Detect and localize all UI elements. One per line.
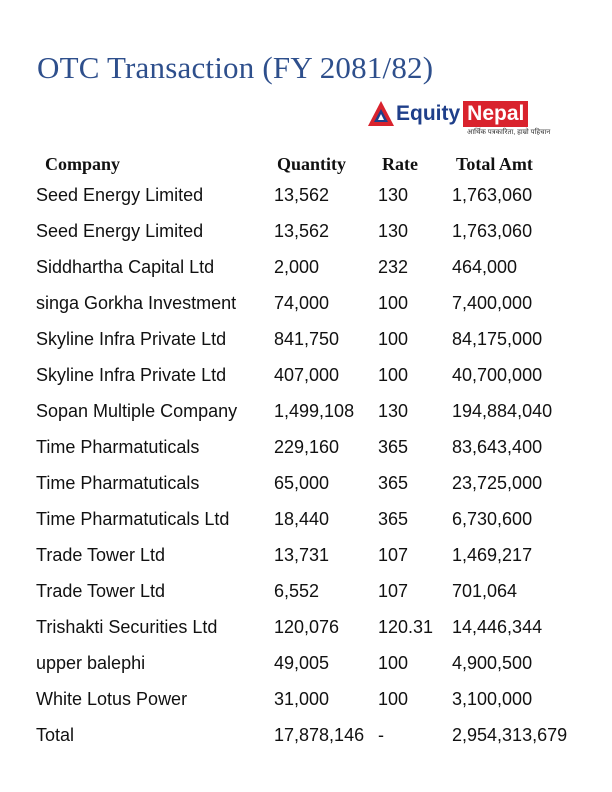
cell-quantity: 13,562 xyxy=(274,185,330,205)
equity-nepal-logo xyxy=(367,98,577,140)
table-header xyxy=(0,154,612,178)
cell-company: Time Pharmatuticals Ltd xyxy=(36,509,230,529)
cell-quantity: 65,000 xyxy=(274,473,330,493)
table-row xyxy=(0,466,612,502)
cell-rate: 130 xyxy=(378,185,409,205)
cell-rate: 365 xyxy=(378,509,409,529)
table-row xyxy=(0,646,612,682)
cell-company: Sopan Multiple Company xyxy=(36,401,238,421)
cell-quantity: 13,731 xyxy=(274,545,330,565)
table-row xyxy=(0,358,612,394)
cell-rate: 100 xyxy=(378,689,409,709)
cell-company: Siddhartha Capital Ltd xyxy=(36,257,215,277)
cell-rate: 120.31 xyxy=(378,617,434,637)
table-body xyxy=(0,178,612,718)
cell-company: singa Gorkha Investment xyxy=(36,293,237,313)
table-row xyxy=(0,682,612,718)
cell-total: 1,469,217 xyxy=(452,545,533,565)
cell-rate: 130 xyxy=(378,221,409,241)
cell-total: 40,700,000 xyxy=(452,365,543,385)
total-label: Total xyxy=(36,725,75,745)
table-row xyxy=(0,502,612,538)
cell-total: 1,763,060 xyxy=(452,221,533,241)
cell-company: Time Pharmatuticals xyxy=(36,473,200,493)
cell-total: 6,730,600 xyxy=(452,509,533,529)
cell-quantity: 2,000 xyxy=(274,257,320,277)
table-row xyxy=(0,394,612,430)
table-row xyxy=(0,322,612,358)
cell-total: 23,725,000 xyxy=(452,473,543,493)
cell-company: White Lotus Power xyxy=(36,689,188,709)
cell-quantity: 49,005 xyxy=(274,653,330,673)
cell-rate: 100 xyxy=(378,653,409,673)
cell-rate: 130 xyxy=(378,401,409,421)
logo-tagline: आर्थिक पत्रकारिता, हाम्रो पहिचान xyxy=(467,129,551,136)
cell-company: Time Pharmatuticals xyxy=(36,437,200,457)
total-row xyxy=(0,718,612,754)
table-row xyxy=(0,430,612,466)
cell-company: Trade Tower Ltd xyxy=(36,581,166,601)
cell-quantity: 6,552 xyxy=(274,581,320,601)
cell-company: Skyline Infra Private Ltd xyxy=(36,365,227,385)
cell-rate: 100 xyxy=(378,329,409,349)
cell-total: 84,175,000 xyxy=(452,329,543,349)
table-row xyxy=(0,538,612,574)
total-rate: - xyxy=(378,725,384,745)
total-quantity: 17,878,146 xyxy=(274,725,365,745)
cell-company: Trade Tower Ltd xyxy=(36,545,166,565)
cell-total: 701,064 xyxy=(452,581,518,601)
table-row xyxy=(0,250,612,286)
header-company: Company xyxy=(45,154,121,174)
logo-word-nepal: Nepal xyxy=(463,101,528,127)
table-row xyxy=(0,214,612,250)
cell-quantity: 18,440 xyxy=(274,509,330,529)
header-quantity: Quantity xyxy=(277,154,347,174)
cell-total: 14,446,344 xyxy=(452,617,543,637)
cell-quantity: 229,160 xyxy=(274,437,340,457)
cell-rate: 365 xyxy=(378,473,409,493)
cell-quantity: 1,499,108 xyxy=(274,401,355,421)
cell-quantity: 120,076 xyxy=(274,617,340,637)
cell-company: Skyline Infra Private Ltd xyxy=(36,329,227,349)
cell-company: Seed Energy Limited xyxy=(36,221,204,241)
total-amount: 2,954,313,679 xyxy=(452,725,568,745)
cell-rate: 107 xyxy=(378,581,409,601)
cell-total: 83,643,400 xyxy=(452,437,543,457)
cell-company: Seed Energy Limited xyxy=(36,185,204,205)
cell-total: 464,000 xyxy=(452,257,518,277)
logo-wordmark xyxy=(395,101,528,127)
table-row xyxy=(0,286,612,322)
logo-mark-icon xyxy=(367,100,395,128)
cell-company: upper balephi xyxy=(36,653,146,673)
cell-total: 194,884,040 xyxy=(452,401,553,421)
cell-quantity: 74,000 xyxy=(274,293,330,313)
page-title: OTC Transaction (FY 2081/82) xyxy=(37,50,434,85)
cell-quantity: 407,000 xyxy=(274,365,340,385)
cell-rate: 232 xyxy=(378,257,409,277)
cell-rate: 100 xyxy=(378,293,409,313)
cell-quantity: 31,000 xyxy=(274,689,330,709)
cell-rate: 107 xyxy=(378,545,409,565)
cell-quantity: 13,562 xyxy=(274,221,330,241)
table-row xyxy=(0,178,612,214)
cell-total: 4,900,500 xyxy=(452,653,533,673)
cell-company: Trishakti Securities Ltd xyxy=(36,617,218,637)
cell-quantity: 841,750 xyxy=(274,329,340,349)
logo-word-equity: Equity xyxy=(396,102,461,125)
cell-total: 1,763,060 xyxy=(452,185,533,205)
table-row xyxy=(0,610,612,646)
cell-total: 3,100,000 xyxy=(452,689,533,709)
table-row xyxy=(0,574,612,610)
header-rate: Rate xyxy=(382,154,418,174)
cell-rate: 365 xyxy=(378,437,409,457)
header-total: Total Amt xyxy=(456,154,533,174)
cell-total: 7,400,000 xyxy=(452,293,533,313)
cell-rate: 100 xyxy=(378,365,409,385)
